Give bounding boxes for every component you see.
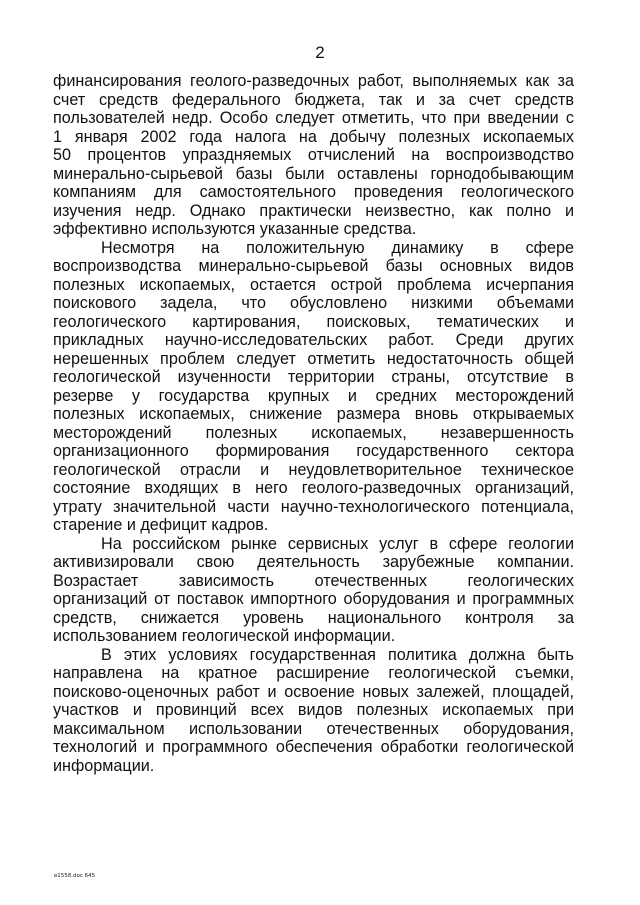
text-line: средств, снижается уровень национального контроля за — [53, 608, 574, 627]
paragraph — [53, 535, 574, 646]
text-line: организаций от поставок импортного оборудования и программных — [53, 590, 574, 608]
text-line: технологий и программного обеспечения обработки геологической — [53, 738, 574, 756]
document-body — [53, 72, 574, 775]
text-line: полезных ископаемых, снижение размера вновь открываемых — [53, 405, 574, 423]
text-line: Возрастает зависимость отечественных геологических — [53, 571, 574, 590]
text-line: полезных ископаемых, остается острой проблема исчерпания — [53, 275, 574, 294]
paragraph — [53, 646, 574, 776]
text-line: изучения недр. Однако практически неизвестно, как полно и — [53, 201, 574, 220]
text-line: В этих условиях государственная политика должна быть — [101, 645, 574, 664]
text-line: месторождений полезных ископаемых, незавершенность — [53, 423, 574, 442]
paragraph — [53, 72, 574, 239]
text-line: счет средств федерального бюджета, так и за счет средств — [53, 90, 574, 109]
text-line: участков и провинций всех видов полезных ископаемых при — [53, 701, 574, 719]
page-number: 2 — [315, 43, 325, 62]
text-line: 50 процентов упраздняемых отчислений на воспроизводство — [53, 146, 574, 164]
text-line: геологической изученности территории страны, отсутствие в — [53, 368, 574, 386]
text-line: состояние входящих в него геолого-разведочных организаций, — [53, 479, 574, 497]
text-line: максимальном использовании отечественных оборудования, — [53, 719, 574, 738]
text-line: воспроизводства минерально-сырьевой базы основных видов — [53, 257, 574, 275]
text-line: поисково-оценочных работ и освоение новых залежей, площадей, — [53, 682, 574, 701]
text-line: Несмотря на положительную динамику в сфере — [101, 238, 574, 257]
text-line: нерешенных проблем следует отметить недостаточность общей — [53, 349, 574, 368]
text-line: старение и дефицит кадров. — [53, 516, 269, 534]
text-line: направлена на кратное расширение геологической съемки, — [53, 664, 574, 682]
text-line: утрату значительной части научно-технологического потенциала, — [53, 497, 574, 516]
text-line: геологического картирования, поисковых, тематических и — [53, 312, 574, 331]
text-line: минерально-сырьевой базы были оставлены горнодобывающим — [53, 164, 574, 183]
text-line: использованием геологической информации. — [53, 627, 396, 645]
text-line: На российском рынке сервисных услуг в сфере геологии — [101, 534, 574, 553]
text-line: информации. — [53, 756, 155, 775]
text-line: организационного формирования государственного сектора — [53, 442, 574, 460]
text-line: поискового задела, что обусловлено низкими объемами — [53, 294, 574, 312]
text-line: компаниям для самостоятельного проведения геологического — [53, 183, 574, 201]
text-line: 1 января 2002 года налога на добычу полезных ископаемых — [53, 127, 574, 146]
text-line: эффективно используются указанные средства. — [53, 220, 417, 238]
text-line: активизировали свою деятельность зарубежные компании. — [53, 553, 574, 571]
footer-file-code: в1558.doc 645 — [54, 873, 96, 879]
text-line: прикладных научно-исследовательских работ. Среди других — [53, 331, 574, 349]
text-line: резерве у государства крупных и средних месторождений — [53, 386, 574, 405]
text-line: геологической отрасли и неудовлетворительное техническое — [53, 460, 574, 479]
text-line: финансирования геолого-разведочных работ, выполняемых как за — [53, 72, 574, 90]
paragraph — [53, 239, 574, 535]
text-line: пользователей недр. Особо следует отметить, что при введении с — [53, 109, 574, 127]
